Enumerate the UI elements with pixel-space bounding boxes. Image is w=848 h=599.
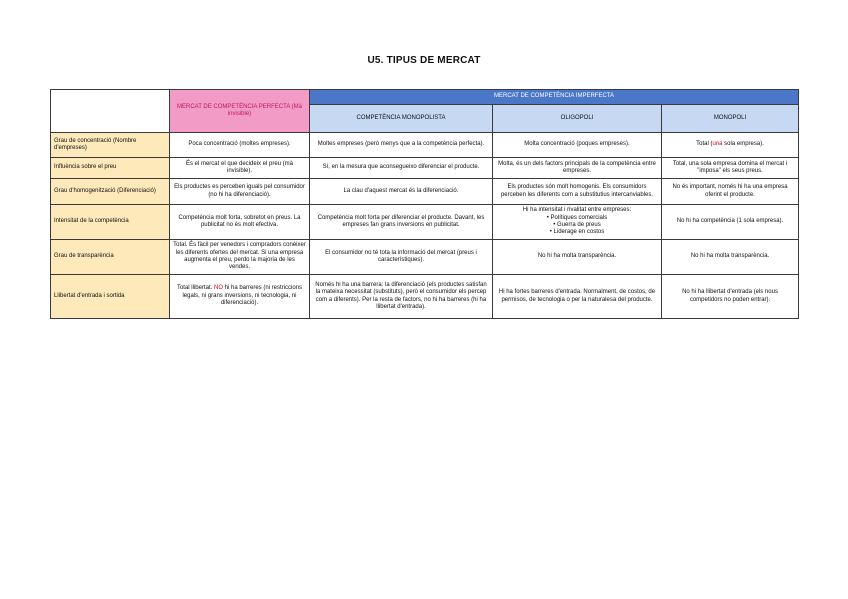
row-label-transparency: Grau de transparència <box>51 240 170 275</box>
header-imperfect-competition: MERCAT DE COMPETÈNCIA IMPERFECTA <box>310 90 799 105</box>
cell-entry-oligopoly: Hi ha fortes barreres d'entrada. Normalment, de costos, de permisos, de tecnologia o per la naturalesa del producte. <box>493 275 662 319</box>
row-label-intensity: Intensitat de la competència <box>51 205 170 240</box>
list-item: • Polítiques comercials <box>496 215 658 222</box>
highlight-no: NO <box>214 285 223 292</box>
cell-homogeneity-perfect: Els productes es perceben iguals pel consumidor (no hi ha diferenciació). <box>170 179 310 205</box>
cell-intensity-monopolistic: Competència molt forta per diferenciar el producte. Davant, les empreses fan grans inversions en publicitat. <box>310 205 493 240</box>
header-perfect-competition: MERCAT DE COMPETÈNCIA PERFECTA (Mà invisible) <box>170 90 310 133</box>
market-types-table <box>50 89 799 319</box>
cell-intensity-perfect: Competència molt forta, sobretot en preus. La publicitat no és molt efectiva. <box>170 205 310 240</box>
cell-homogeneity-monopolistic: La clau d'aquest mercat és la diferenciació. <box>310 179 493 205</box>
text-part: Total llibertat. <box>176 285 214 292</box>
cell-price-monopolistic: Sí, en la mesura que aconsegueixo diferenciar el producte. <box>310 158 493 179</box>
table-row <box>51 240 799 275</box>
header-monopolistic-competition: COMPETÈNCIA MONOPOLISTA <box>310 105 493 133</box>
cell-entry-monopoly: No hi ha llibertat d'entrada (els nous competidors no poden entrar). <box>662 275 799 319</box>
row-label-homogeneity: Grau d'homogenització (Diferenciació) <box>51 179 170 205</box>
list-item: • Liderage en costos <box>496 229 658 236</box>
row-label-price: Influència sobre el preu <box>51 158 170 179</box>
cell-transparency-monopoly: No hi ha molta transparència. <box>662 240 799 275</box>
text-part: hi ha barreres (ni restriccions legals, ni grans inversions, ni tecnologia, ni diferenciació). <box>182 285 303 307</box>
header-monopoly: MONOPOLI <box>662 105 799 133</box>
cell-price-monopoly: Total, una sola empresa domina el mercat i "imposa" els seus preus. <box>662 158 799 179</box>
cell-intensity-oligopoly <box>493 205 662 240</box>
table-row <box>51 179 799 205</box>
cell-intensity-monopoly: No hi ha competència (1 sola empresa). <box>662 205 799 240</box>
table-row <box>51 158 799 179</box>
cell-transparency-perfect: Total. És fàcil per venedors i compradors conèixer les diferents ofertes del mercat. Si una empresa augmenta el preu, perdo la majoria de les vendes. <box>170 240 310 275</box>
highlight-una: una <box>712 141 723 148</box>
cell-transparency-monopolistic: El consumidor no té tota la informació del mercat (preus i característiques). <box>310 240 493 275</box>
header-oligopoly: OLIGOPOLI <box>493 105 662 133</box>
cell-homogeneity-oligopoly: Els productes són molt homogenis. Els consumidors perceben les diferents com a substitutius intercanviables. <box>493 179 662 205</box>
table-row <box>51 205 799 240</box>
row-label-entry: Llibertat d'entrada i sortida <box>51 275 170 319</box>
cell-entry-monopolistic: Només hi ha una barrera: la diferenciació (els productes satisfan la mateixa necessitat (substituts), però el consumidor els percep com a diferents). Per la resta de factors, no hi ha barreres (hi ha llibertat d'entrada). <box>310 275 493 319</box>
oligopoly-rivalry-intro: Hi ha intensitat i rivalitat entre empreses: <box>522 207 632 214</box>
cell-transparency-oligopoly: No hi ha molta transparència. <box>493 240 662 275</box>
corner-blank <box>51 90 170 133</box>
rivalry-factors-list <box>496 215 658 237</box>
table-row <box>51 275 799 319</box>
cell-concentration-monopoly <box>662 133 799 158</box>
cell-entry-perfect <box>170 275 310 319</box>
list-item: • Guerra de preus <box>496 222 658 229</box>
table-row <box>51 133 799 158</box>
cell-concentration-perfect: Poca concentració (moltes empreses). <box>170 133 310 158</box>
cell-concentration-monopolistic: Moltes empreses (però menys que a la competència perfecta). <box>310 133 493 158</box>
cell-concentration-oligopoly: Molta concentració (poques empreses). <box>493 133 662 158</box>
cell-homogeneity-monopoly: No és important, només hi ha una empresa oferint el producte. <box>662 179 799 205</box>
row-label-concentration: Grau de concentració (Nombre d'empreses) <box>51 133 170 158</box>
text-part: sola empresa). <box>722 141 764 148</box>
page-title: U5. TIPUS DE MERCAT <box>367 55 481 66</box>
cell-price-oligopoly: Molta, és un dels factors principals de la competència entre empreses. <box>493 158 662 179</box>
cell-price-perfect: És el mercat el que decideix el preu (mà invisible). <box>170 158 310 179</box>
text-part: Total ( <box>696 141 713 148</box>
